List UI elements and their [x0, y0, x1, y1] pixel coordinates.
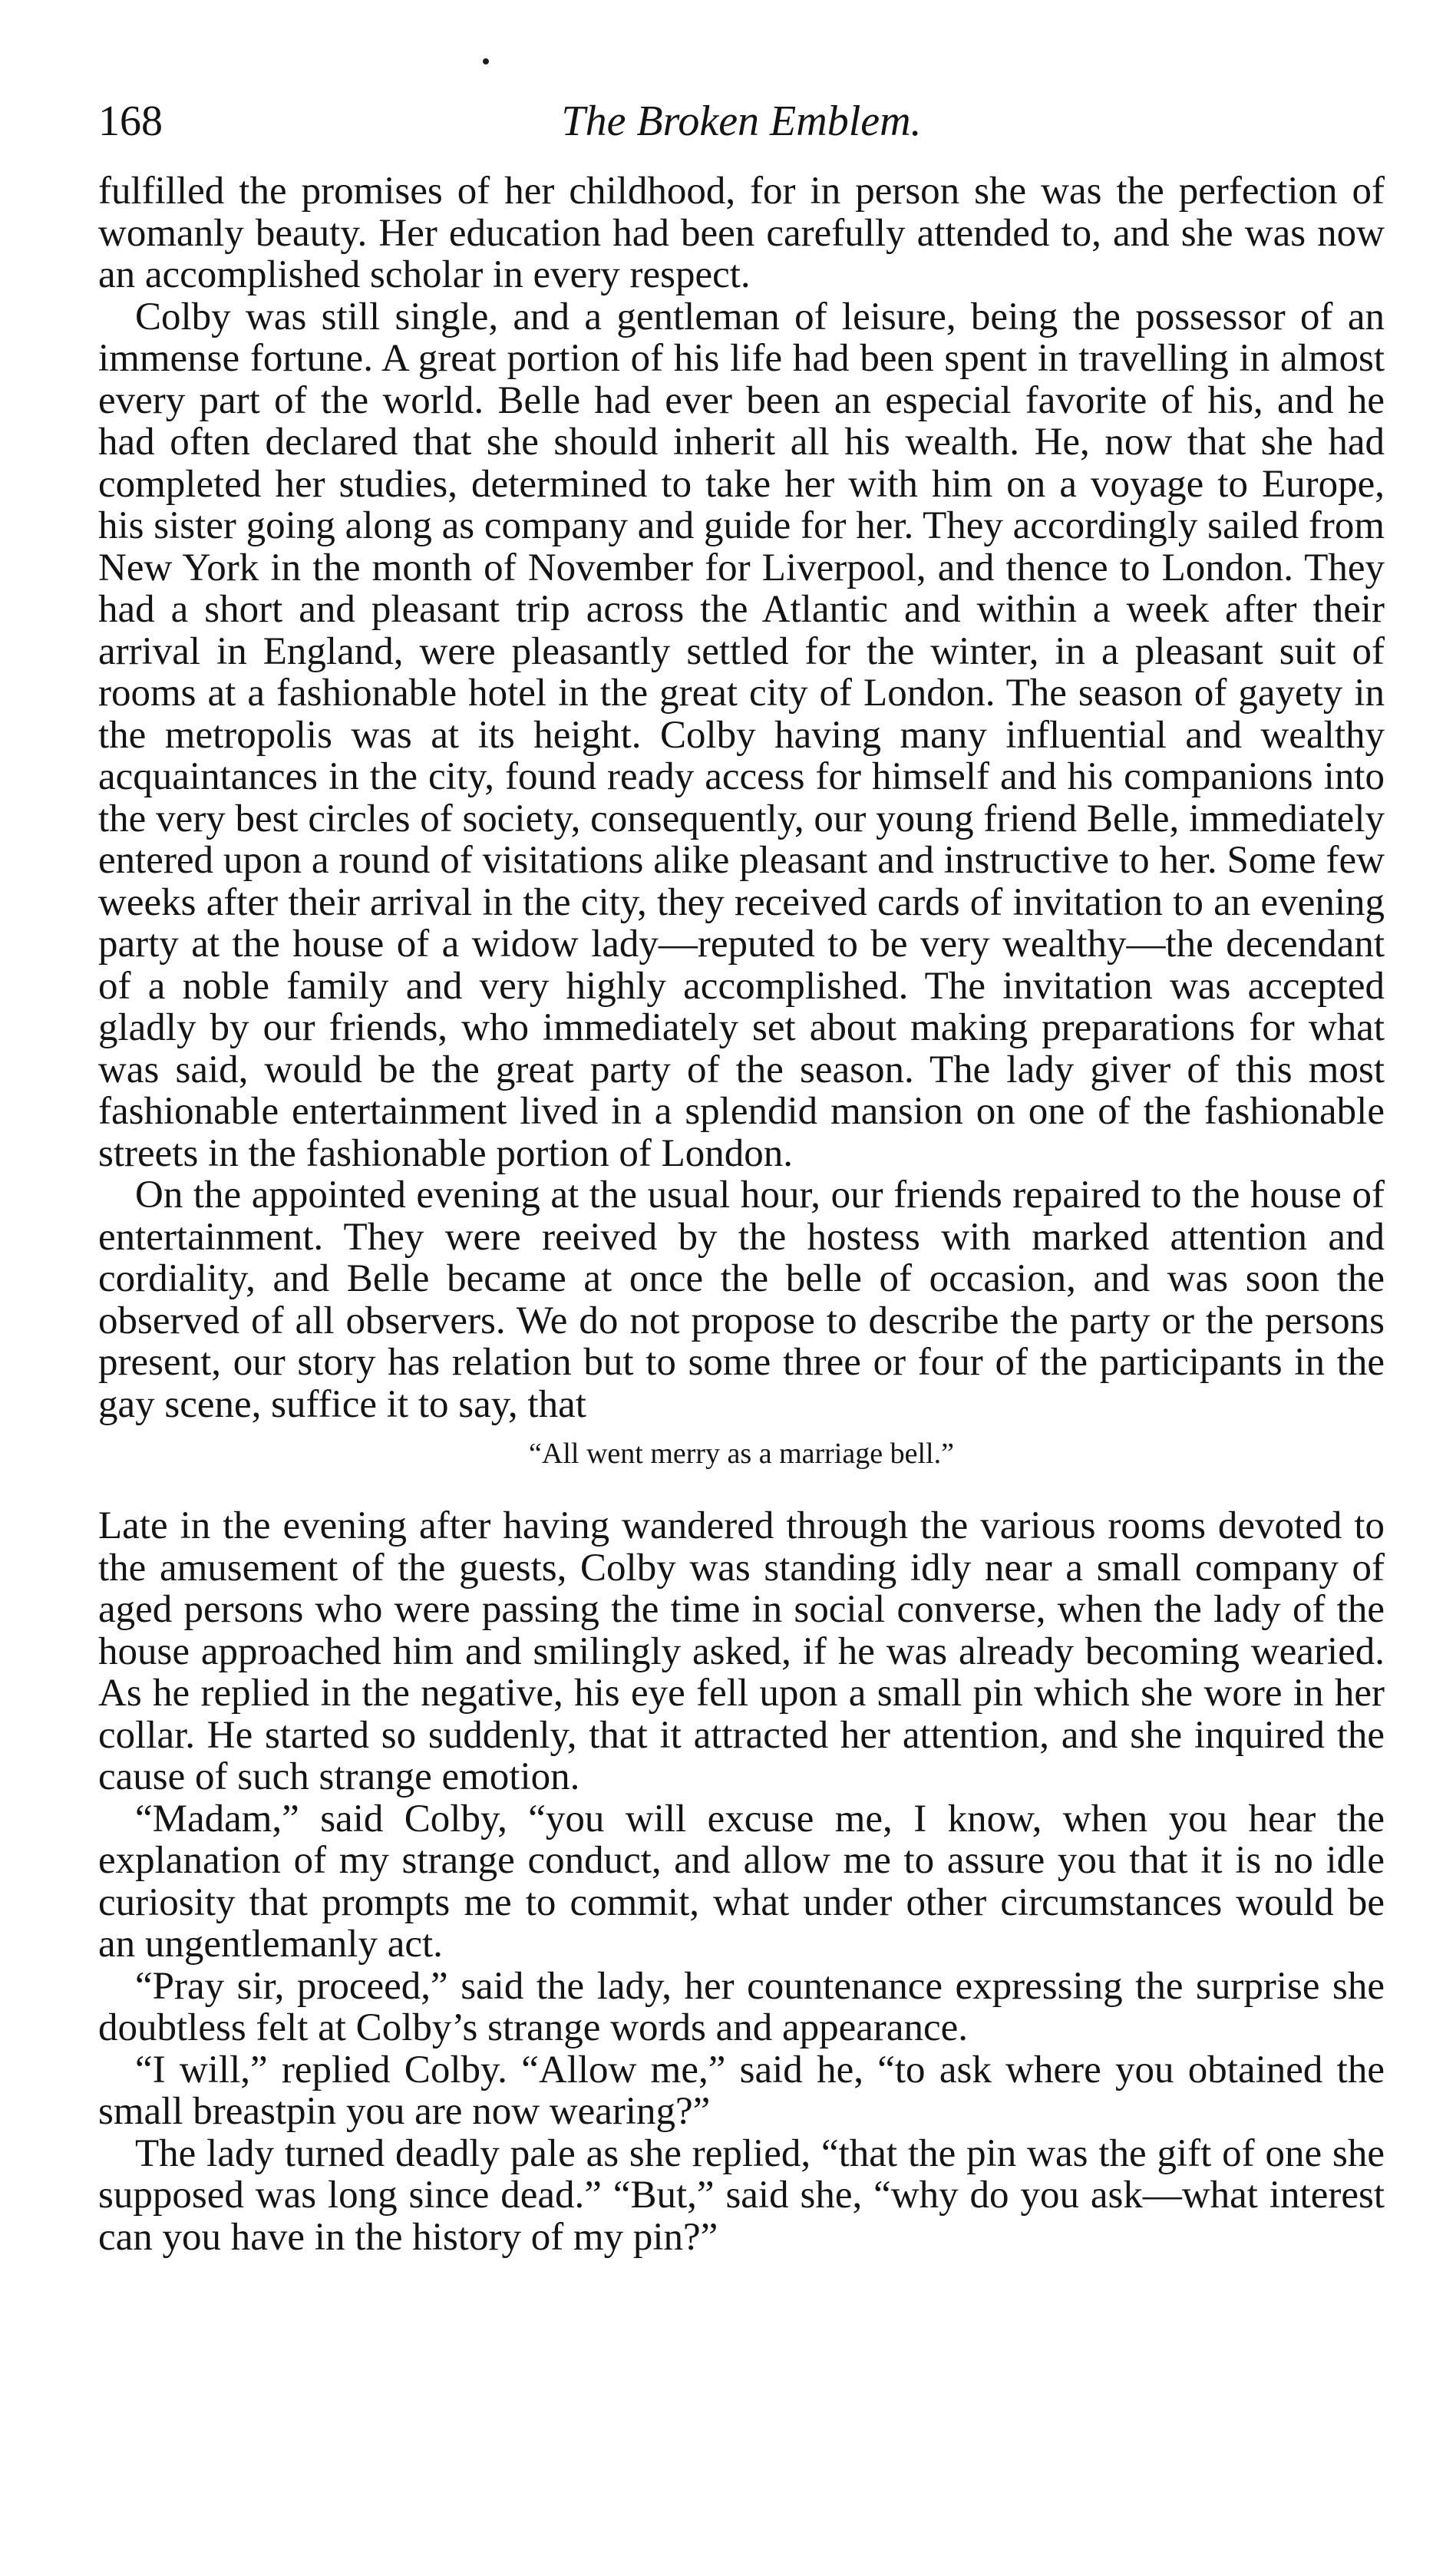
paragraph: Colby was still single, and a gentleman of leisure, being the possessor of an immense fortune. A great portion of his life had been spent in travelling in almost every part of the world. Belle had ever been an especial favorite of his, and he had often declared that she should inherit all his wealth. He, now that she had completed her studies, determined to take her with him on a voyage to Europe, his sister going along as company and guide for her. They accordingly sailed from New York in the month of November for Liverpool, and thence to London. They had a short and pleasant trip across the Atlantic and within a week after their arrival in England, were pleasantly settled for the winter, in a pleasant suit of rooms at a fashionable hotel in the great city of London. The season of gayety in the metropolis was at its height. Colby having many influential and wealthy acquaintances in the city, found ready access for himself and his companions into the very best circles of society, consequently, our young friend Belle, immediately entered upon a round of visitations alike pleasant and instructive to her. Some few weeks after their arrival in the city, they received cards of invitation to an evening party at the house of a widow lady—reputed to be very wealthy—the decendant of a noble family and very highly accomplished. The invitation was accepted gladly by our friends, who immediately set about making preparations for what was said, would be the great party of the season. The lady giver of this most fashionable entertainment lived in a splendid mansion on one of the fashionable streets in the fashionable portion of London. [98, 295, 1385, 1175]
paragraph: fulfilled the promises of her childhood, for in person she was the perfection of womanly beauty. Her education had been carefully attended to, and she was now an accomplished scholar in every respect. [98, 170, 1385, 296]
running-title: The Broken Emblem. [561, 97, 922, 145]
page-header [98, 84, 1385, 158]
block-quote: “All went merry as a marriage bell.” [529, 1438, 954, 1470]
page-number: 168 [98, 97, 163, 145]
book-page [98, 84, 1385, 2258]
paragraph: On the appointed evening at the usual hour, our friends repaired to the house of entertainment. They were reeived by the hostess with marked attention and cordiality, and Belle became at once the belle of occasion, and was soon the observed of all observers. We do not propose to describe the party or the persons present, our story has relation but to some three or four of the participants in the gay scene, suffice it to say, that [98, 1174, 1385, 1426]
paragraph: Late in the evening after having wandered through the various rooms devoted to the amusement of the guests, Colby was standing idly near a small company of aged persons who were passing the time in social converse, when the lady of the house approached him and smilingly asked, if he was already becoming wearied. As he replied in the negative, his eye fell upon a small pin which she wore in her collar. He started so suddenly, that it attracted her attention, and she inquired the cause of such strange emotion. [98, 1504, 1385, 1798]
paragraph: The lady turned deadly pale as she replied, “that the pin was the gift of one she supposed was long since dead.” “But,” said she, “why do you ask—what interest can you have in the history of my pin?” [98, 2131, 1385, 2259]
paragraph: “Madam,” said Colby, “you will excuse me, I know, when you hear the explanation of my strange conduct, and allow me to assure you that it is no idle curiosity that prompts me to commit, what under other circumstances would be an ungentlemanly act. [98, 1797, 1385, 1966]
paragraph: “Pray sir, proceed,” said the lady, her countenance expressing the surprise she doubtless felt at Colby’s strange words and appearance. [98, 1964, 1385, 2049]
paragraph: “I will,” replied Colby. “Allow me,” said he, “to ask where you obtained the small breastpin you are now wearing?” [98, 2048, 1385, 2133]
print-speck [483, 58, 489, 64]
page-body [98, 170, 1385, 2258]
